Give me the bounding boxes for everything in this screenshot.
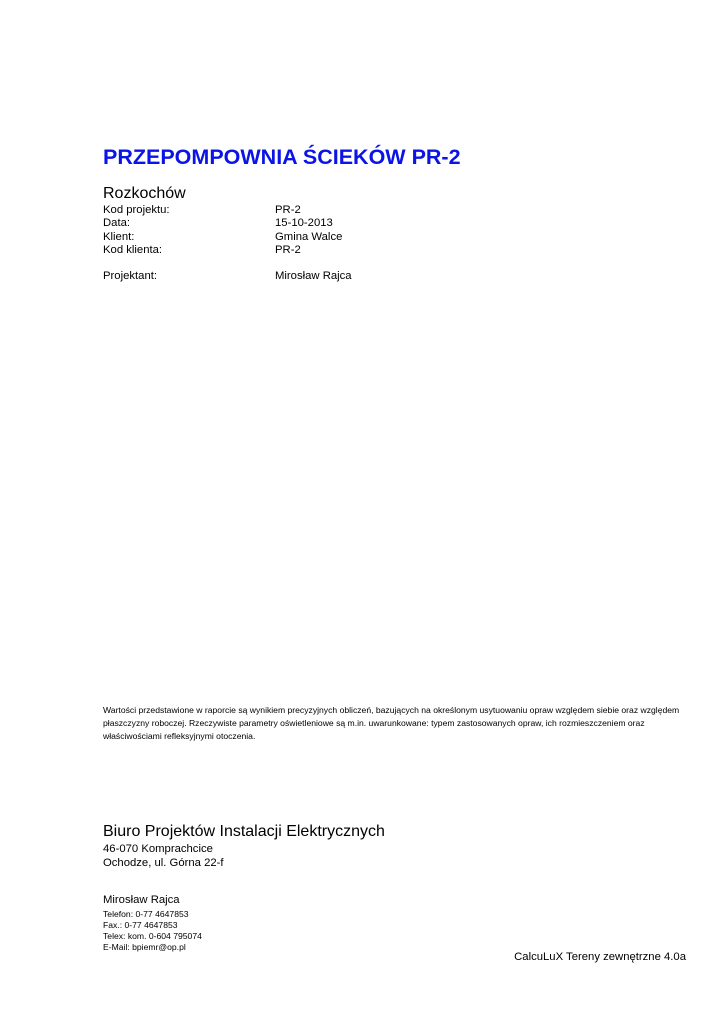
info-row-project-code	[103, 204, 352, 217]
project-info-table	[103, 204, 352, 283]
contact-fax: Fax.: 0-77 4647853	[103, 920, 178, 930]
info-value: PR-2	[275, 204, 301, 216]
address-line: 46-070 Komprachcice	[103, 843, 213, 855]
contact-phone: Telefon: 0-77 4647853	[103, 909, 189, 919]
company-name: Biuro Projektów Instalacji Elektrycznych	[103, 823, 385, 840]
info-value: PR-2	[275, 243, 301, 256]
project-location: Rozkochów	[103, 185, 186, 202]
info-value: 15-10-2013	[275, 217, 333, 230]
info-label: Projektant:	[103, 270, 158, 283]
contact-email: E-Mail: bpiemr@op.pl	[103, 942, 186, 952]
info-label: Data:	[103, 217, 131, 230]
project-title: PRZEPOMPOWNIA ŚCIEKÓW PR-2	[103, 145, 461, 169]
contact-telex: Telex: kom. 0-604 795074	[103, 931, 202, 941]
info-label: Kod klienta:	[103, 243, 163, 256]
info-label: Kod projektu:	[103, 204, 170, 216]
info-row-designer	[103, 270, 352, 283]
software-version: CalcuLuX Tereny zewnętrzne 4.0a	[514, 951, 686, 963]
info-value: Mirosław Rajca	[275, 270, 352, 283]
info-row-date	[103, 217, 352, 230]
disclaimer-text: Wartości przedstawione w raporcie są wynikiem precyzyjnych obliczeń, bazujących na określonym usytuowaniu opraw względem siebie oraz względem płaszczyzny roboczej. Rzeczywiste parametry oświetleniowe są m.in. uwarunkowane: typem zastosowanych opraw, ich rozmieszczeniem oraz właściwościami refleksyjnymi otoczenia.	[103, 705, 680, 741]
contact-name: Mirosław Rajca	[103, 894, 180, 906]
contact-details	[103, 909, 202, 953]
info-label: Klient:	[103, 230, 135, 243]
info-row-client	[103, 231, 352, 244]
info-row-client-code	[103, 244, 352, 257]
info-value: Gmina Walce	[275, 230, 343, 243]
address-line: Ochodze, ul. Górna 22-f	[103, 856, 224, 869]
company-address	[103, 843, 224, 870]
